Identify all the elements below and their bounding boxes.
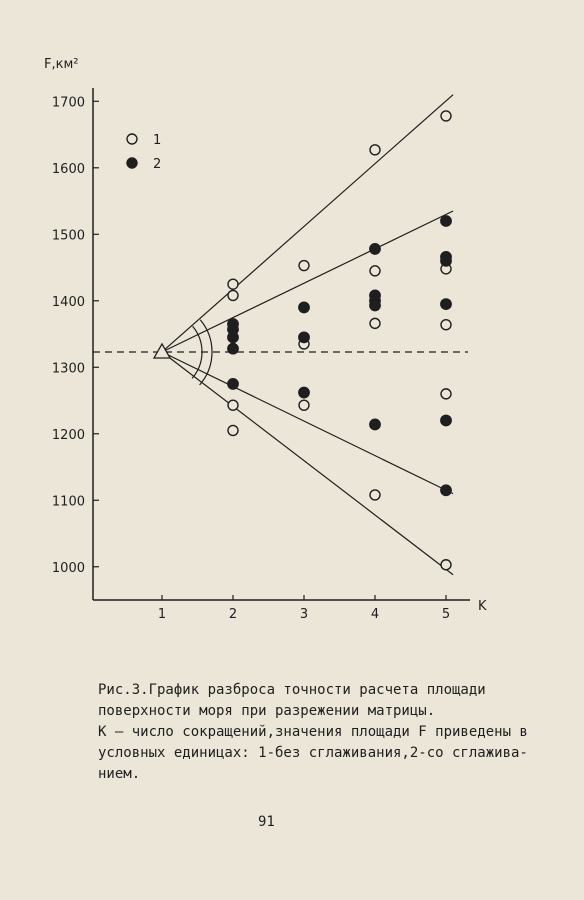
data-point: [228, 290, 238, 300]
x-axis-label: K: [478, 599, 487, 614]
data-points: [228, 111, 451, 570]
x-tick-label: 1: [157, 607, 167, 622]
x-tick-label: 3: [299, 607, 309, 622]
data-point: [299, 387, 309, 397]
data-point: [370, 419, 380, 429]
trend-line: [162, 352, 453, 575]
data-point: [228, 400, 238, 410]
legend-marker: [127, 134, 137, 144]
y-tick-label: 1700: [51, 95, 85, 111]
axis-ticks: [52, 95, 450, 622]
data-point: [228, 279, 238, 289]
x-tick-label: 4: [370, 607, 380, 622]
data-point: [441, 389, 451, 399]
caption-line-3: К – число сокращений,значения площади F приведены в: [98, 724, 528, 740]
data-point: [441, 299, 451, 309]
y-tick-label: 1400: [51, 294, 85, 310]
caption-line-5: нием.: [98, 766, 141, 782]
data-point: [370, 300, 380, 310]
figure-caption: [98, 680, 538, 785]
data-point: [441, 111, 451, 121]
data-point: [228, 379, 238, 389]
caption-line-2: поверхности моря при разрежении матрицы.: [98, 703, 436, 719]
legend-label: 1: [153, 133, 162, 148]
legend-marker: [127, 158, 137, 168]
origin-triangle-marker: [154, 344, 170, 358]
data-point: [228, 332, 238, 342]
data-point: [441, 320, 451, 330]
data-point: [370, 244, 380, 254]
trend-line: [162, 211, 453, 352]
y-tick-label: 1200: [51, 427, 85, 443]
data-point: [370, 145, 380, 155]
data-point: [228, 425, 238, 435]
data-point: [441, 216, 451, 226]
data-point: [441, 560, 451, 570]
data-point: [441, 256, 451, 266]
caption-line-1: Рис.3.График разброса точности расчета площади: [98, 682, 486, 698]
data-point: [299, 261, 309, 271]
y-axis-label: F,км²: [44, 57, 79, 72]
data-point: [370, 318, 380, 328]
y-tick-label: 1300: [51, 361, 85, 377]
data-point: [370, 266, 380, 276]
data-point: [299, 332, 309, 342]
legend-label: 2: [153, 157, 162, 172]
trend-line: [162, 95, 453, 352]
x-tick-label: 2: [228, 607, 238, 622]
y-tick-label: 1600: [51, 161, 85, 177]
x-tick-label: 5: [441, 607, 451, 622]
page-number: 91: [258, 814, 275, 830]
data-point: [228, 343, 238, 353]
data-point: [299, 400, 309, 410]
trend-line: [162, 352, 453, 494]
y-tick-label: 1100: [51, 494, 85, 510]
data-point: [441, 485, 451, 495]
caption-line-4: условных единицах: 1-без сглаживания,2-со сглажива-: [98, 745, 528, 761]
data-point: [441, 415, 451, 425]
y-tick-label: 1500: [51, 228, 85, 244]
data-point: [299, 302, 309, 312]
legend: [127, 133, 161, 172]
y-tick-label: 1000: [51, 560, 85, 576]
data-point: [370, 490, 380, 500]
